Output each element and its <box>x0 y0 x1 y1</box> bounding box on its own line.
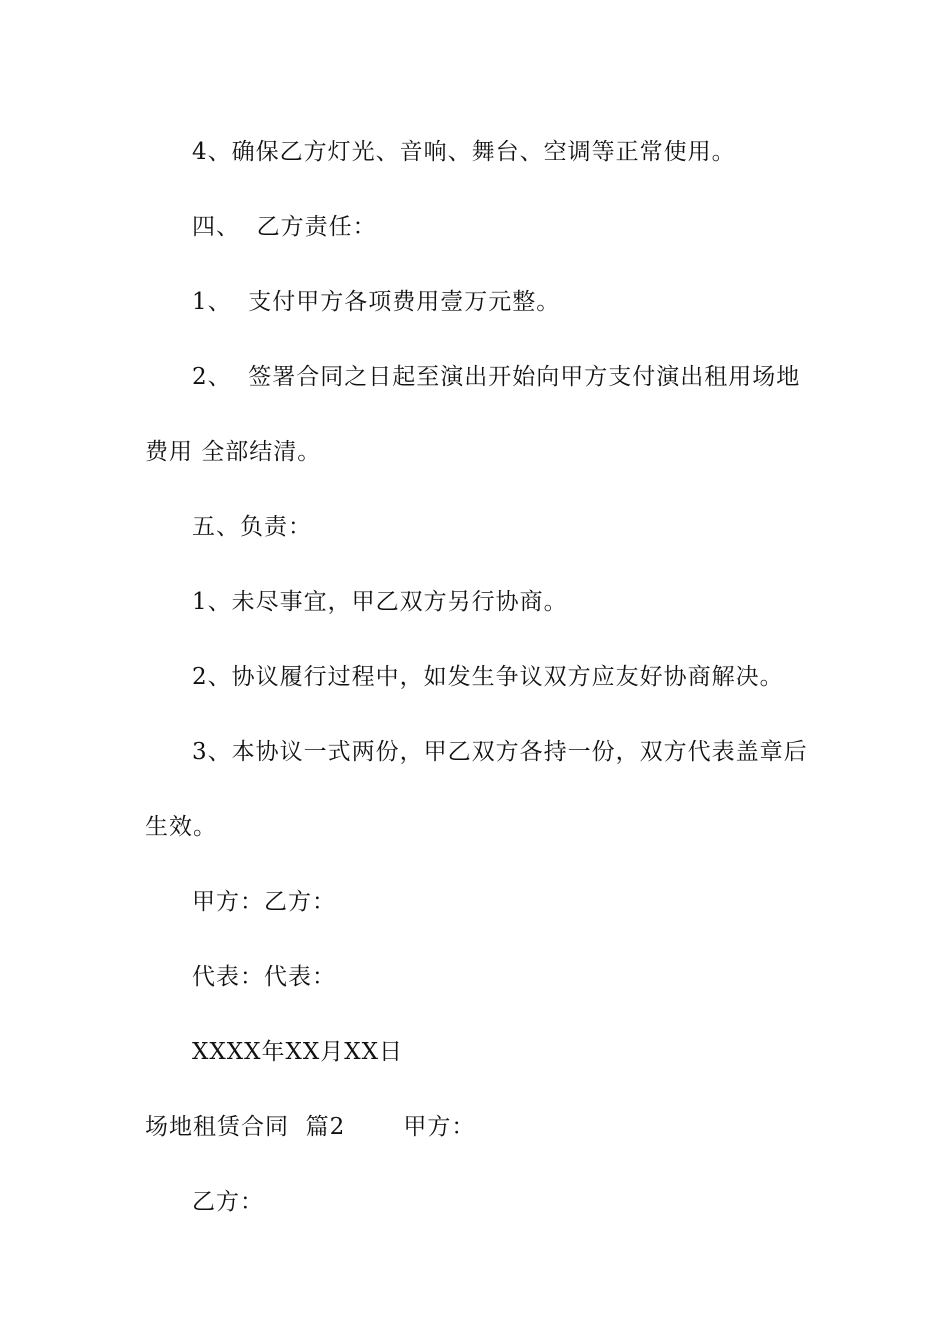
party-signature-line: 甲方：乙方： <box>192 889 336 915</box>
clause-2-disputes: 2、协议履行过程中，如发生争议双方应友好协商解决。 <box>192 664 784 690</box>
clause-2-venue-fee: 2、 签署合同之日起至演出开始向甲方支付演出租用场地 <box>192 364 801 390</box>
clause-1-payment: 1、 支付甲方各项费用壹万元整。 <box>192 289 561 315</box>
contract-2-title-line: 场地租赁合同 篇2 甲方： <box>145 1114 476 1140</box>
clause-3-continuation: 生效。 <box>145 814 217 840</box>
section-four-heading: 四、 乙方责任： <box>192 214 377 240</box>
section-five-heading: 五、负责： <box>192 514 312 540</box>
clause-1-negotiation: 1、未尽事宜，甲乙双方另行协商。 <box>192 589 568 615</box>
party-b-line: 乙方： <box>192 1189 264 1215</box>
date-line: XXXX年XX月XX日 <box>192 1039 403 1065</box>
clause-3-copies: 3、本协议一式两份，甲乙双方各持一份，双方代表盖章后 <box>192 739 808 765</box>
representative-line: 代表：代表： <box>192 964 336 990</box>
clause-2-continuation: 费用 全部结清。 <box>145 439 322 465</box>
clause-4-ensure-equipment: 4、确保乙方灯光、音响、舞台、空调等正常使用。 <box>192 139 736 165</box>
